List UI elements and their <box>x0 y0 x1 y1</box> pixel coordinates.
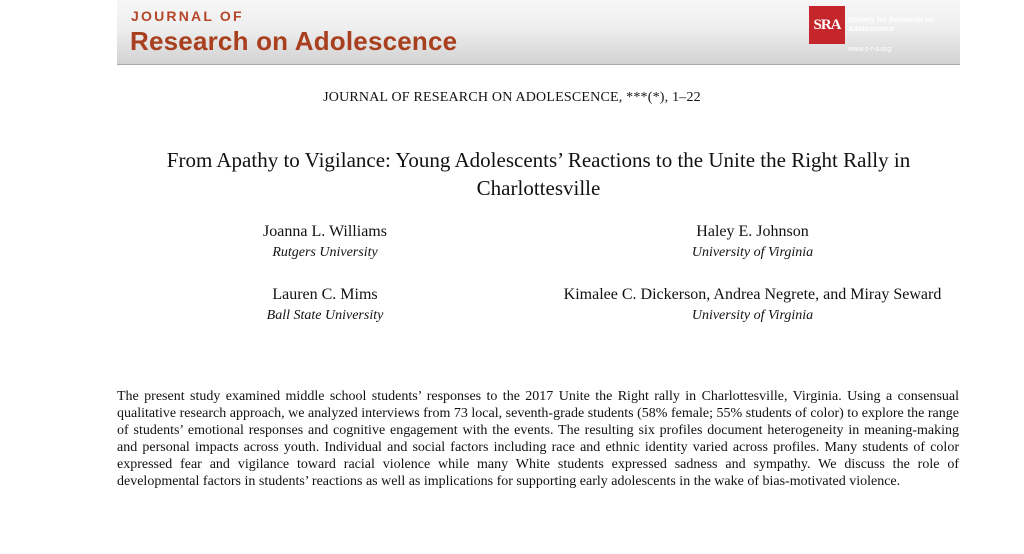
society-url: www.s-r-a.org <box>848 46 892 53</box>
abstract-text: The present study examined middle school students’ responses to the 2017 Unite the Right rally in Charlottesville, Virginia. Using a consensual qualitative research approach, we analyzed interviews from 73 local, seventh-grade students (58% female; 55% students of color) to explore the range of students’ emotional responses and cognitive engagement with the events. The resulting six profiles document heterogeneity in meaning-making and personal impacts across youth. Individual and social factors including race and ethnic identity varied across profiles. Many students of color expressed fear and vigilance toward racial violence while many White students expressed sadness and sympathy. We discuss the role of developmental factors in students’ reactions as well as implications for supporting early adolescents in the wake of bias-motivated violence. <box>117 389 959 489</box>
paper-title: From Apathy to Vigilance: Young Adolescents’ Reactions to the Unite the Right Rally in Charlottesville <box>166 148 911 200</box>
author-block <box>640 221 865 263</box>
society-logo: SRA <box>809 6 845 44</box>
author-name: Joanna L. Williams <box>263 223 387 240</box>
author-name: Haley E. Johnson <box>696 223 809 240</box>
society-name: Society for Research on Adolescence <box>848 15 934 33</box>
author-affiliation: Ball State University <box>266 308 384 323</box>
author-affiliation: University of Virginia <box>691 308 814 323</box>
journal-name-small: JOURNAL OF <box>131 8 244 24</box>
citation-line: JOURNAL OF RESEARCH ON ADOLESCENCE, ***(*), 1–22 <box>323 90 701 105</box>
author-affiliation: University of Virginia <box>691 245 814 260</box>
author-block <box>220 284 430 326</box>
journal-banner <box>117 0 960 65</box>
author-block <box>555 284 950 326</box>
author-affiliation: Rutgers University <box>272 245 378 260</box>
author-name: Lauren C. Mims <box>272 286 378 303</box>
journal-name-large: Research on Adolescence <box>130 26 458 56</box>
author-name: Kimalee C. Dickerson, Andrea Negrete, and Miray Seward <box>563 286 942 303</box>
author-block <box>220 221 430 263</box>
